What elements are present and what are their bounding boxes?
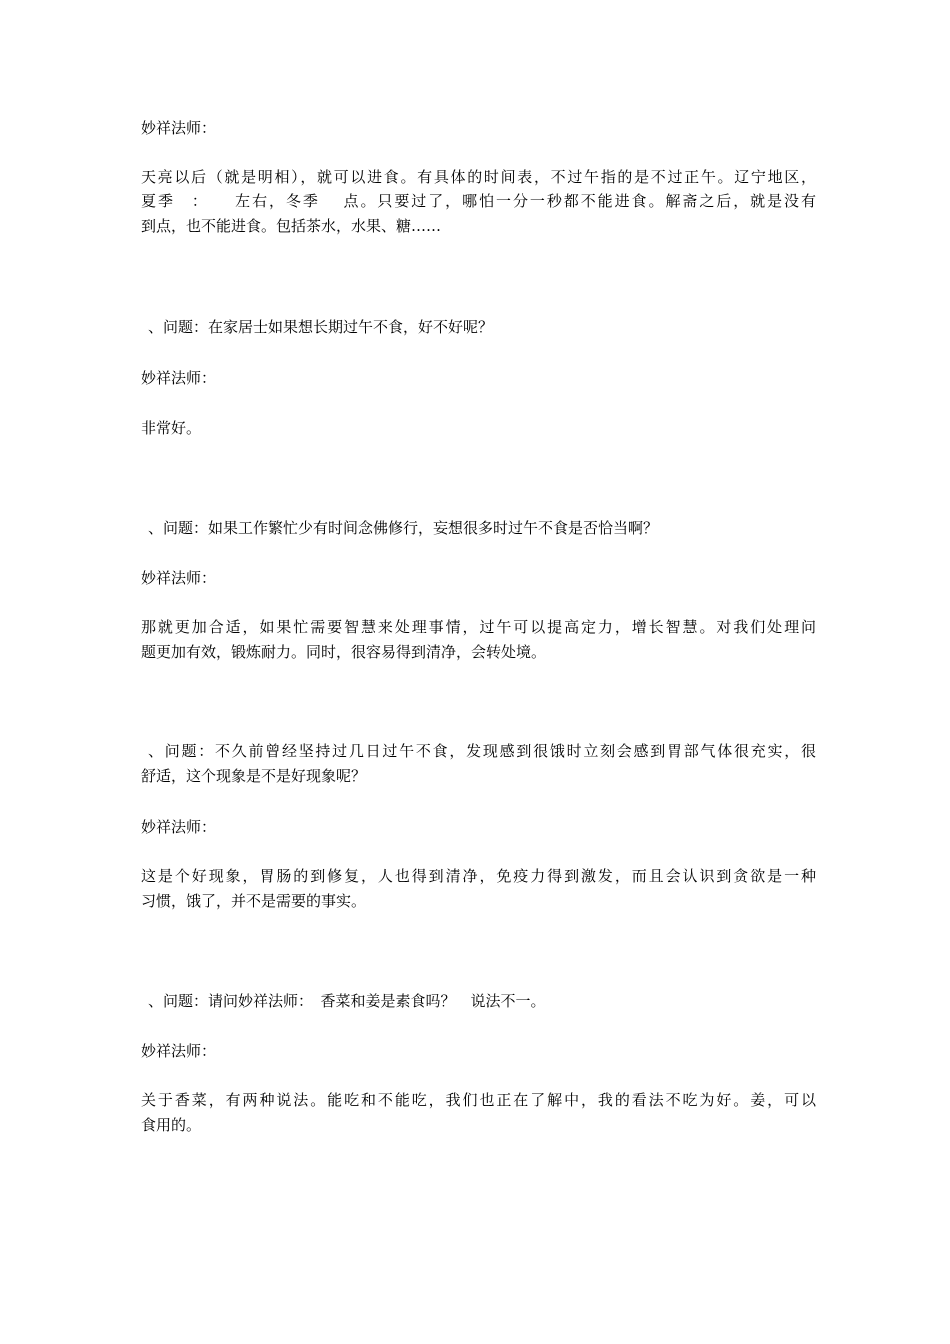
answer-line: 非常好。 <box>141 419 202 437</box>
answer-line: 食用的。 <box>141 1116 202 1134</box>
speaker-label: 妙祥法师： <box>141 1042 217 1060</box>
speaker-label: 妙祥法师： <box>141 369 217 387</box>
question-line: 、问题：请问妙祥法师： 香菜和姜是素食吗？ 说法不一。 <box>148 992 546 1010</box>
answer-line: 习惯，饿了，并不是需要的事实。 <box>141 892 367 910</box>
speaker-label: 妙祥法师： <box>141 119 217 137</box>
answer-line: 天亮以后（就是明相），就可以进食。有具体的时间表，不过午指的是不过正午。辽宁地区， <box>141 168 816 186</box>
question-line: 舒适，这个现象是不是好现象呢？ <box>141 767 367 785</box>
answer-line: 那就更加合适，如果忙需要智慧来处理事情，过午可以提高定力，增长智慧。对我们处理问 <box>141 618 816 636</box>
question-line: 、问题：在家居士如果想长期过午不食，好不好呢？ <box>148 318 494 336</box>
answer-line: 到点，也不能进食。包括茶水，水果、糖…… <box>141 217 442 235</box>
speaker-label: 妙祥法师： <box>141 569 217 587</box>
answer-line: 题更加有效，锻炼耐力。同时，很容易得到清净，会转处境。 <box>141 643 547 661</box>
speaker-label: 妙祥法师： <box>141 818 217 836</box>
question-line: 、问题：不久前曾经坚持过几日过午不食，发现感到很饿时立刻会感到胃部气体很充实，很 <box>148 742 816 760</box>
answer-line: 夏季 ： 左右，冬季 点。只要过了，哪怕一分一秒都不能进食。解斋之后，就是没有 <box>141 192 816 210</box>
answer-line: 关于香菜，有两种说法。能吃和不能吃，我们也正在了解中，我的看法不吃为好。姜，可以 <box>141 1091 816 1109</box>
answer-line: 这是个好现象，胃肠的到修复，人也得到清净，免疫力得到激发，而且会认识到贪欲是一种 <box>141 867 816 885</box>
question-line: 、问题：如果工作繁忙少有时间念佛修行，妄想很多时过午不食是否恰当啊？ <box>148 519 659 537</box>
